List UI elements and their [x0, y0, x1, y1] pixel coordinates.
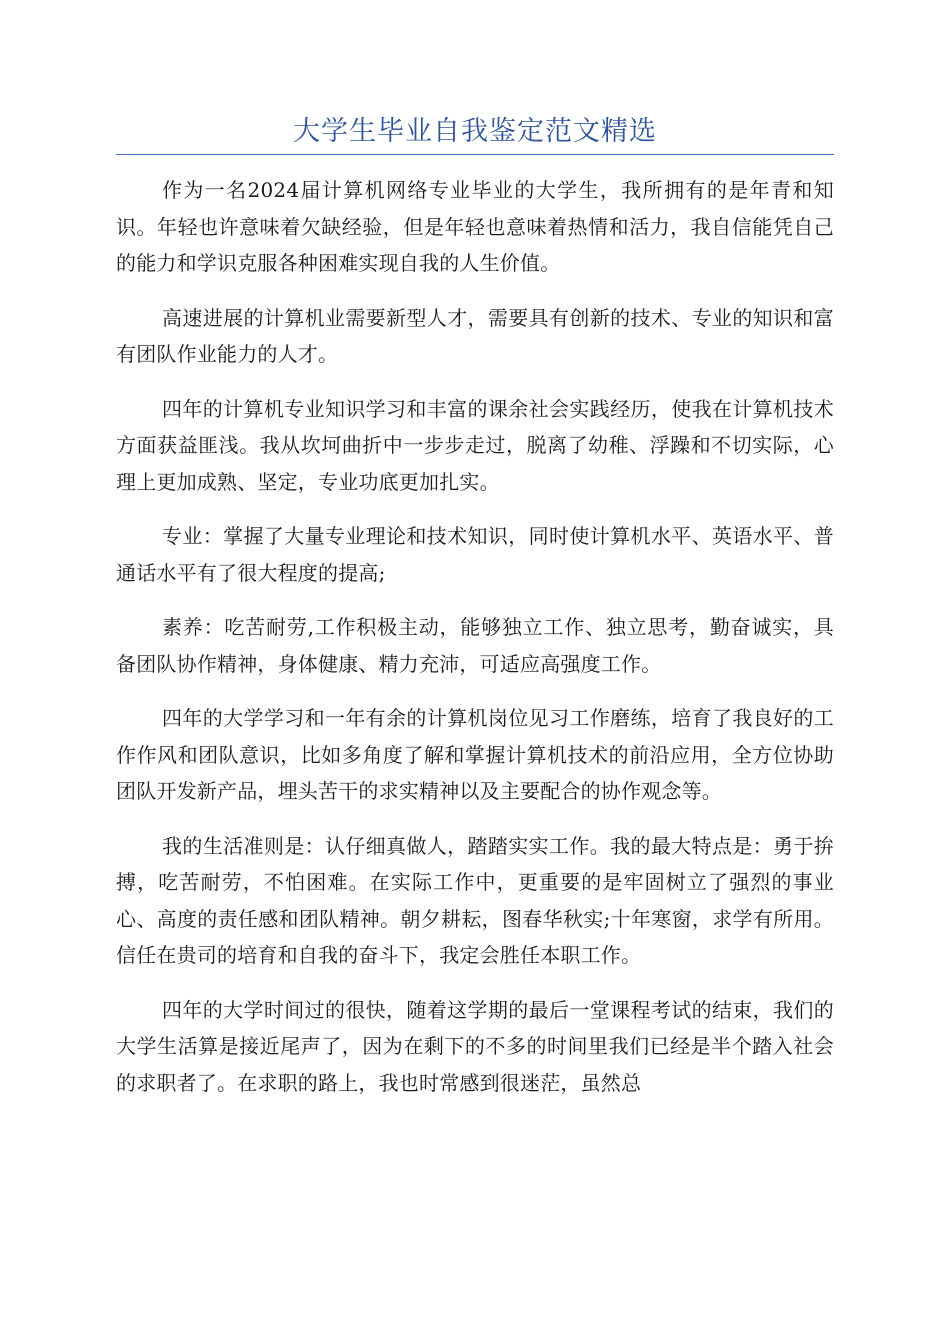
document-body [116, 172, 834, 1119]
document-title: 大学生毕业自我鉴定范文精选 [293, 116, 657, 147]
paragraph: 四年的计算机专业知识学习和丰富的课余社会实践经历，使我在计算机技术方面获益匪浅。我从坎坷曲折中一步步走过，脱离了幼稚、浮躁和不切实际，心理上更加成熟、坚定，专业功底更加扎实。 [116, 396, 834, 494]
paragraph: 高速进展的计算机业需要新型人才，需要具有创新的技术、专业的知识和富有团队作业能力的人才。 [116, 305, 834, 366]
paragraph: 我的生活准则是：认仔细真做人，踏踏实实工作。我的最大特点是：勇于拚搏，吃苦耐劳，不怕困难。在实际工作中，更重要的是牢固树立了强烈的事业心、高度的责任感和团队精神。朝夕耕耘，图春华秋实;十年寒窗，求学有所用。信任在贵司的培育和自我的奋斗下，我定会胜任本职工作。 [116, 833, 834, 967]
paragraph: 专业：掌握了大量专业理论和技术知识，同时使计算机水平、英语水平、普通话水平有了很大程度的提高; [116, 524, 834, 585]
paragraph: 四年的大学时间过的很快，随着这学期的最后一堂课程考试的结束，我们的大学生活算是接近尾声了，因为在剩下的不多的时间里我们已经是半个踏入社会的求职者了。在求职的路上，我也时常感到很迷茫，虽然总 [116, 997, 834, 1095]
paragraph: 素养：吃苦耐劳,工作积极主动，能够独立工作、独立思考，勤奋诚实，具备团队协作精神，身体健康、精力充沛，可适应高强度工作。 [116, 615, 834, 676]
paragraph: 四年的大学学习和一年有余的计算机岗位见习工作磨练，培育了我良好的工作作风和团队意识，比如多角度了解和掌握计算机技术的前沿应用，全方位协助团队开发新产品，埋头苦干的求实精神以及主要配合的协作观念等。 [116, 706, 834, 803]
paragraph: 作为一名2024届计算机网络专业毕业的大学生，我所拥有的是年青和知识。年轻也许意味着欠缺经验，但是年轻也意味着热情和活力，我自信能凭自己的能力和学识克服各种困难实现自我的人生价值。 [116, 178, 834, 275]
title-underline [116, 154, 834, 155]
